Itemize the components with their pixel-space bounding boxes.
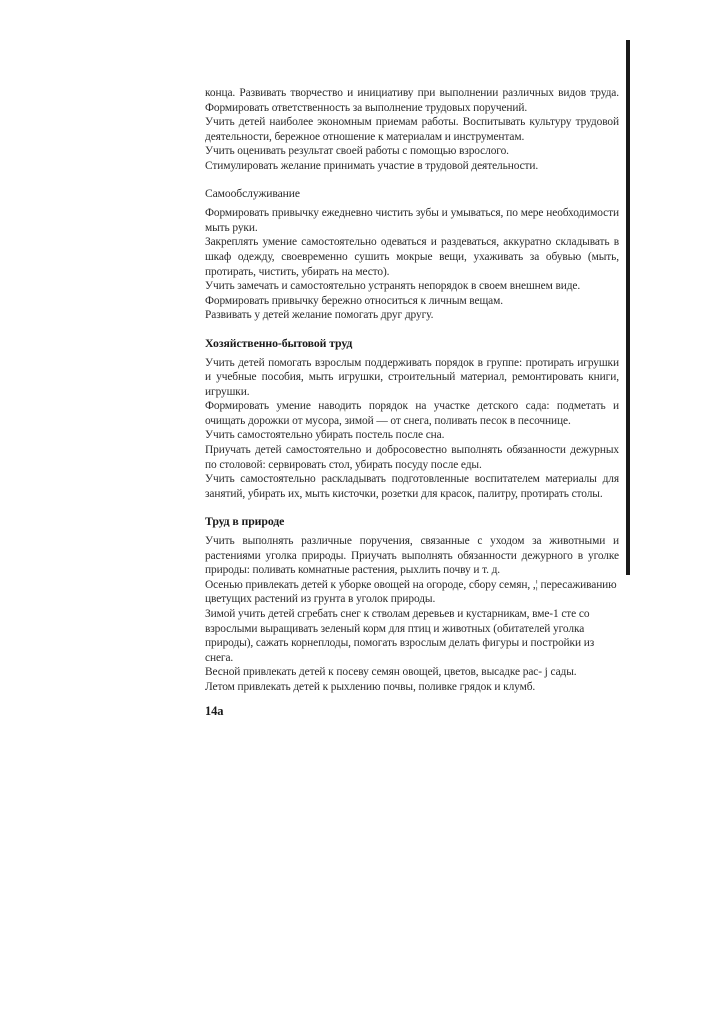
nature-paragraph: Учить выполнять различные поручения, связанные с уходом за животными и растениями уголка природы. Приучать выполнять обязанности дежурного в уголке природы: поливать комнатные растения, рыхлить почву и т. д. — [205, 535, 619, 577]
nature-paragraph: Весной привлекать детей к посеву семян овощей, цветов, высадке рас- j сады. — [205, 666, 577, 679]
nature-paragraph: Осенью привлекать детей к уборке овощей на огороде, сбору семян, ,¦ пересаживанию цветущих растений из грунта в уголок природы. — [205, 578, 617, 606]
document-content — [205, 86, 619, 718]
section-heading-household: Хозяйственно-бытовой труд — [205, 335, 353, 350]
page-edge-bar — [626, 40, 630, 575]
intro-paragraph: конца. Развивать творчество и инициативу при выполнении различных видов труда. Формировать ответственность за выполнение трудовых поручений. — [205, 87, 619, 114]
section-heading-self-service: Самообслуживание — [205, 186, 300, 200]
household-paragraph: Учить детей помогать взрослым поддерживать порядок в группе: протирать игрушки и учебные пособия, мыть игрушки, строительный материал, ремонтировать книги, игрушки. — [205, 356, 619, 398]
household-paragraph: Учить самостоятельно раскладывать подготовленные воспитателем материалы для занятий, убирать их, мыть кисточки, розетки для красок, палитру, протирать столы. — [205, 473, 619, 500]
household-paragraph: Учить самостоятельно убирать постель после сна. — [205, 429, 445, 442]
page-number: 14а — [205, 703, 224, 718]
self-service-paragraph: Учить замечать и самостоятельно устранять непорядок в своем внешнем виде. — [205, 280, 581, 293]
self-service-paragraph: Формировать привычку ежедневно чистить зубы и умываться, по мере необходимости мыть руки. — [205, 207, 619, 234]
self-service-paragraph: Развивать у детей желание помогать друг другу. — [205, 309, 434, 322]
household-paragraph: Приучать детей самостоятельно и добросовестно выполнять обязанности дежурных по столовой: сервировать стол, убирать посуду после еды. — [205, 444, 619, 471]
intro-paragraph: Учить детей наиболее экономным приемам работы. Воспитывать культуру трудовой деятельности, бережное отношение к материалам и инструментам. — [205, 116, 619, 143]
nature-paragraph: Зимой учить детей сгребать снег к стволам деревьев и кустарникам, вме-1 сте со взрослыми выращивать зеленый корм для птиц и животных (обитателей уголка природы), сажать корнеплоды, помогать взрослым делать фигуры и постройки из снега. — [205, 608, 595, 664]
section-heading-nature: Труд в природе — [205, 514, 285, 529]
self-service-paragraph: Формировать привычку бережно относиться к личным вещам. — [205, 294, 503, 307]
nature-paragraph: Летом привлекать детей к рыхлению почвы, поливке грядок и клумб. — [205, 680, 536, 693]
self-service-paragraph: Закреплять умение самостоятельно одеваться и раздеваться, аккуратно складывать в шкаф одежду, своевременно сушить мокрые вещи, ухаживать за обувью (мыть, протирать, чистить, убирать на место). — [205, 236, 619, 278]
intro-paragraph: Стимулировать желание принимать участие в трудовой деятельности. — [205, 159, 539, 172]
intro-paragraph: Учить оценивать результат своей работы с помощью взрослого. — [205, 145, 509, 158]
household-paragraph: Формировать умение наводить порядок на участке детского сада: подметать и очищать дорожки от мусора, зимой — от снега, поливать песок в песочнице. — [205, 400, 619, 427]
